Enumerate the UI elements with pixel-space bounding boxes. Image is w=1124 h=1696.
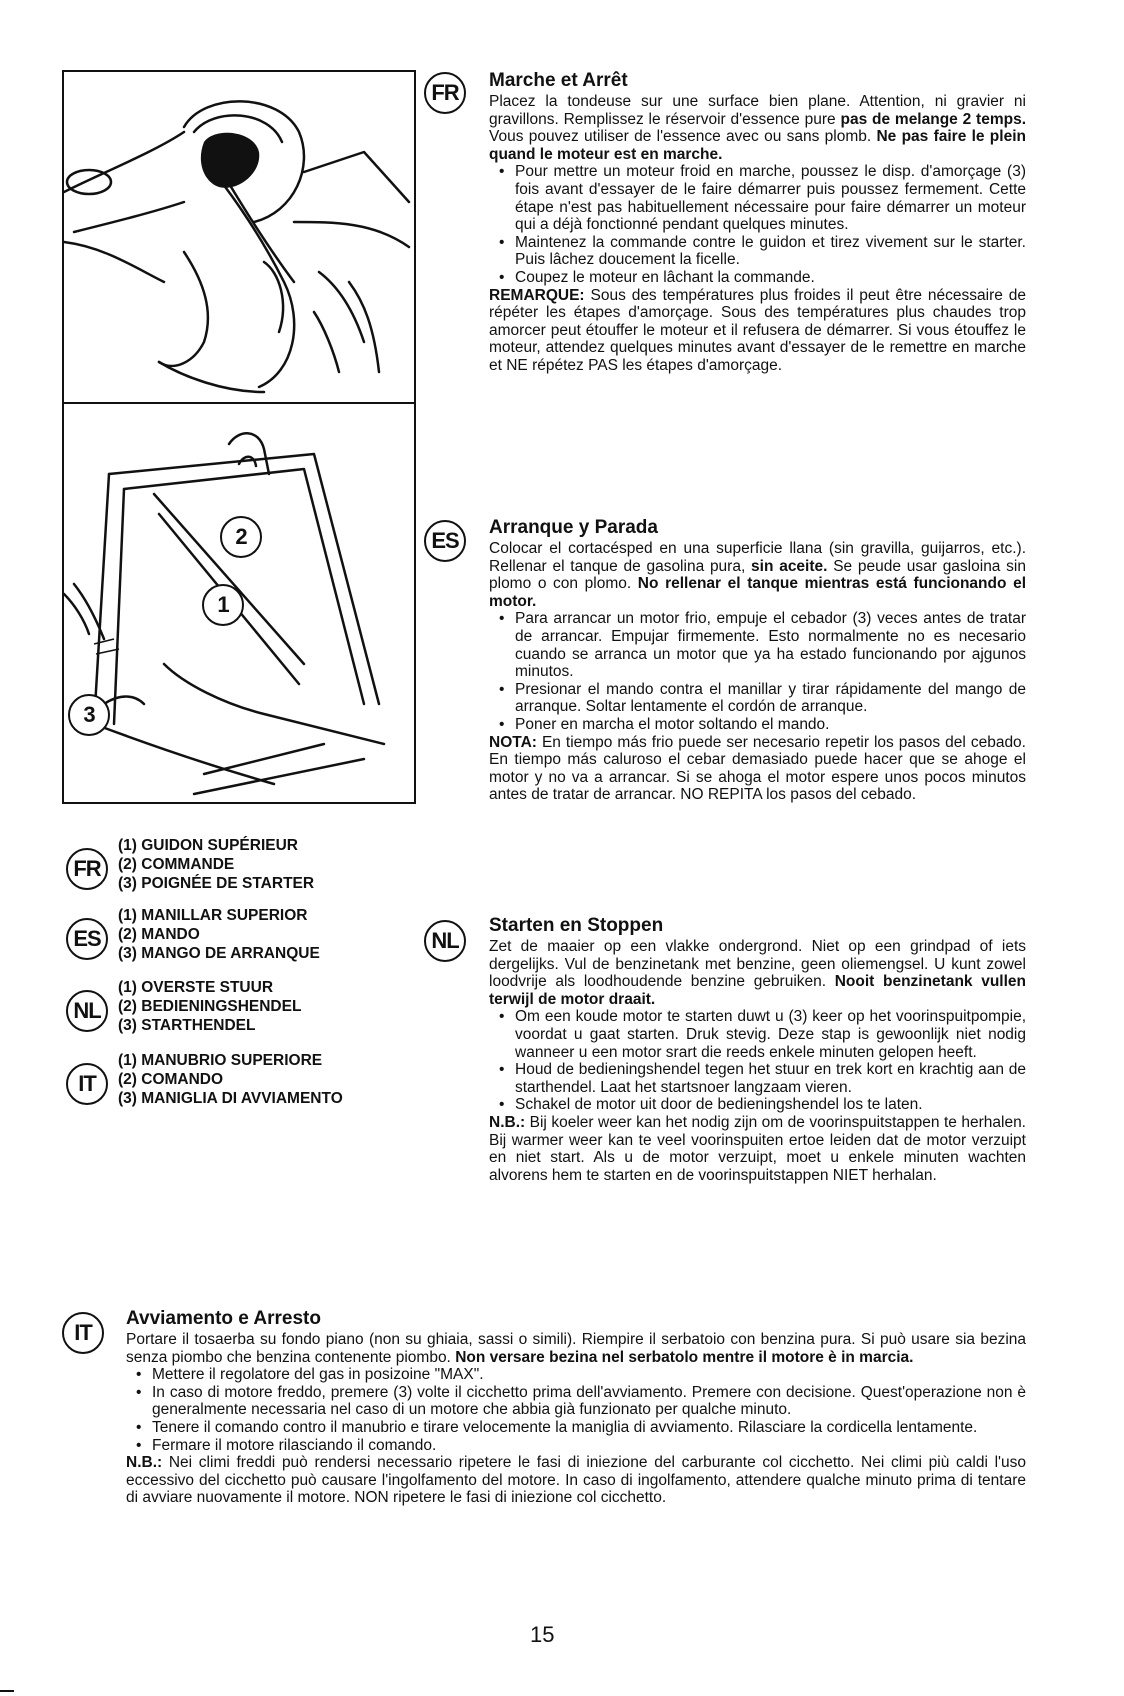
section-nl-title: Starten en Stoppen <box>489 915 664 936</box>
legend-nl <box>118 978 301 1035</box>
list-item: • Coupez le moteur en lâchant la commande. <box>515 269 1026 287</box>
legend-fr-item: (2) COMMANDE <box>118 856 235 873</box>
lang-badge-nl: NL <box>424 920 466 962</box>
list-item: • Tenere il comando contro il manubrio e tirare velocemente la maniglia di avviamento. Rilasciare la cordicella lentamente. <box>152 1419 1026 1437</box>
legend-badge-it: IT <box>66 1063 108 1105</box>
legend-it-item: (3) MANIGLIA DI AVVIAMENTO <box>118 1090 343 1107</box>
section-it-title: Avviamento e Arresto <box>126 1308 321 1329</box>
legend-fr-item: (1) GUIDON SUPÉRIEUR <box>118 837 298 854</box>
section-es-intro: Colocar el cortacésped en una superficie llana (sin gravilla, guijarros, etc.). Rellenar el tanque de gasolina pura, sin aceite. Se peude usar gasloina sin plomo o con plomo. No rellenar el tanque mientras está funcionando el motor. <box>489 540 1026 610</box>
legend-nl-item: (1) OVERSTE STUUR <box>118 979 274 996</box>
legend-es-item: (2) MANDO <box>118 926 200 943</box>
list-item: • Para arrancar un motor frio, empuje el cebador (3) veces antes de tratar de arrancar. Empujar firmemente. Esto normalmente no es necesario cuando se arranca un motor que ya ha estado funcionando por ajgunos minutos. <box>515 610 1026 680</box>
section-nl <box>489 915 1026 1184</box>
primer-illustration <box>62 70 416 404</box>
section-fr-steps <box>489 163 1026 286</box>
section-fr-intro: Placez la tondeuse sur une surface bien plane. Attention, ni gravier ni gravillons. Remplissez le réservoir d'essence pure pas de melange 2 temps. Vous pouvez utiliser de l'essence avec ou sans plomb. Ne pas faire le plein quand le moteur est en marche. <box>489 93 1027 163</box>
legend-nl-item: (2) BEDIENINGSHENDEL <box>118 998 302 1015</box>
section-fr <box>489 70 1026 375</box>
legend-it-item: (1) MANUBRIO SUPERIORE <box>118 1052 323 1069</box>
legend-it <box>118 1051 343 1108</box>
section-es-title: Arranque y Parada <box>489 517 658 538</box>
list-item: • Houd de bedieningshendel tegen het stuur en trek kort en krachtig aan de starthendel. Laat het startsnoer langzaam vieren. <box>515 1061 1026 1096</box>
callout-1: 1 <box>202 584 244 626</box>
legend-es <box>118 906 320 963</box>
list-item: • Om een koude motor te starten duwt u (3) keer op het voorinspuitpompie, voordat u gaat starten. Druk stevig. Deze stap is gewoonlijk niet nodig wanneer u een motor srart die reeds enkele minuten gelopen heeft. <box>515 1008 1026 1061</box>
lang-badge-es: ES <box>424 520 466 562</box>
legend-nl-item: (3) STARTHENDEL <box>118 1017 256 1034</box>
legend-badge-nl: NL <box>66 990 108 1032</box>
list-item: • Fermare il motore rilasciando il comando. <box>152 1437 1026 1455</box>
list-item: • Presionar el mando contra el manillar y tirar rápidamente del mango de arranque. Soltar lentamente el cordón de arranque. <box>515 681 1026 716</box>
list-item: • Pour mettre un moteur froid en marche, poussez le disp. d'amorçage (3) fois avant d'essayer de le faire démarrer puis poussez fermement. Cette étape n'est pas habituellement nécessaire pour faire démarrer un moteur qui a déjà fonctionné pendant quelques minutes. <box>515 163 1026 233</box>
handle-illustration <box>62 402 416 804</box>
list-item: • Maintenez la commande contre le guidon et tirez vivement sur le starter. Puis lâchez doucement la ficelle. <box>515 234 1026 269</box>
section-fr-note: REMARQUE: Sous des températures plus froides il peut être nécessaire de répéter les étapes d'amorçage. Sous des températures plus chaudes trop amorcer peut étouffer le moteur et il refusera de démarrer. Si vous étouffez le moteur, attendez quelques minutes avant d'essayer de le remettre en marche et NE répétez PAS les étapes d'amorçage. <box>489 286 1026 374</box>
list-item: • Schakel de motor uit door de bedieningshendel los te laten. <box>515 1096 1026 1114</box>
legend-fr <box>118 836 314 893</box>
callout-2: 2 <box>220 516 262 558</box>
list-item: • Poner en marcha el motor soltando el mando. <box>515 716 1026 734</box>
section-es <box>489 517 1026 804</box>
section-es-steps <box>489 610 1026 733</box>
section-fr-title: Marche et Arrêt <box>489 70 628 91</box>
legend-fr-item: (3) POIGNÉE DE STARTER <box>118 875 315 892</box>
list-item: • Mettere il regolatore del gas in posizoine "MAX". <box>152 1366 1026 1384</box>
section-it <box>126 1308 1026 1507</box>
callout-3: 3 <box>68 694 110 736</box>
section-it-note: N.B.: Nei climi freddi può rendersi necessario ripetere le fasi di iniezione del carburante col cicchetto. Nei climi più caldi l'uso eccessivo del cicchetto può causare l'ingolfamento del motore. In caso di ingolfamento, attendere qualche minuto prima di tentare di avviare nuovamente il motore. NON ripetere le fasi di iniezione col cicchetto. <box>126 1454 1026 1507</box>
primer-drawing <box>64 72 414 402</box>
section-nl-steps <box>489 1008 1026 1114</box>
lang-badge-fr: FR <box>424 72 466 114</box>
legend-badge-es: ES <box>66 918 108 960</box>
page-number: 15 <box>530 1622 555 1647</box>
legend-es-item: (1) MANILLAR SUPERIOR <box>118 907 308 924</box>
section-nl-intro: Zet de maaier op een vlakke ondergrond. Niet op een grindpad of iets dergelijks. Vul de benzinetank met benzine, geen oliemengsel. U kunt zowel loodvrije als loodhoudende benzine gebruiken. Nooit benzinetank vullen terwijl de motor draait. <box>489 938 1026 1008</box>
list-item: • In caso di motore freddo, premere (3) volte il cicchetto prima dell'avviamento. Premere con decisione. Quest'operazione non è generalmente necessaria nel caso di un motore che abbia già funzionato per qualche minuto. <box>152 1384 1026 1419</box>
section-nl-note: N.B.: Bij koeler weer kan het nodig zijn om de voorinspuitstappen te herhalen. Bij warmer weer kan te veel voorinspuiten ertoe leiden dat de motor verzuipt en niet start. Als u de motor verzuipt, moet u enkele minuten wachten alvorens hem te starten en de voorinspuitstappen NIET herhalan. <box>489 1113 1026 1184</box>
legend-it-item: (2) COMANDO <box>118 1071 224 1088</box>
section-it-intro: Portare il tosaerba su fondo piano (non su ghiaia, sassi o simili). Riempire il serbatoio con benzina pura. Si può usare sia bezina senza piombo che benzina contenente piombo. Non versare bezina nel serbatolo mentre il motore è in marcia. <box>126 1331 1026 1366</box>
section-it-steps <box>126 1366 1026 1454</box>
lang-badge-it: IT <box>62 1312 104 1354</box>
scan-mark <box>0 1690 14 1692</box>
legend-badge-fr: FR <box>66 848 108 890</box>
legend-es-item: (3) MANGO DE ARRANQUE <box>118 945 320 962</box>
section-es-note: NOTA: En tiempo más frio puede ser necesario repetir los pasos del cebado. En tiempo más caluroso el cebar demasiado puede hacer que se ahoge el motor y no va a arrancar. Si se ahoga el motor espere unos pocos minutos antes de tratar de arrancar. NO REPITA los pasos del cebado. <box>489 733 1026 804</box>
